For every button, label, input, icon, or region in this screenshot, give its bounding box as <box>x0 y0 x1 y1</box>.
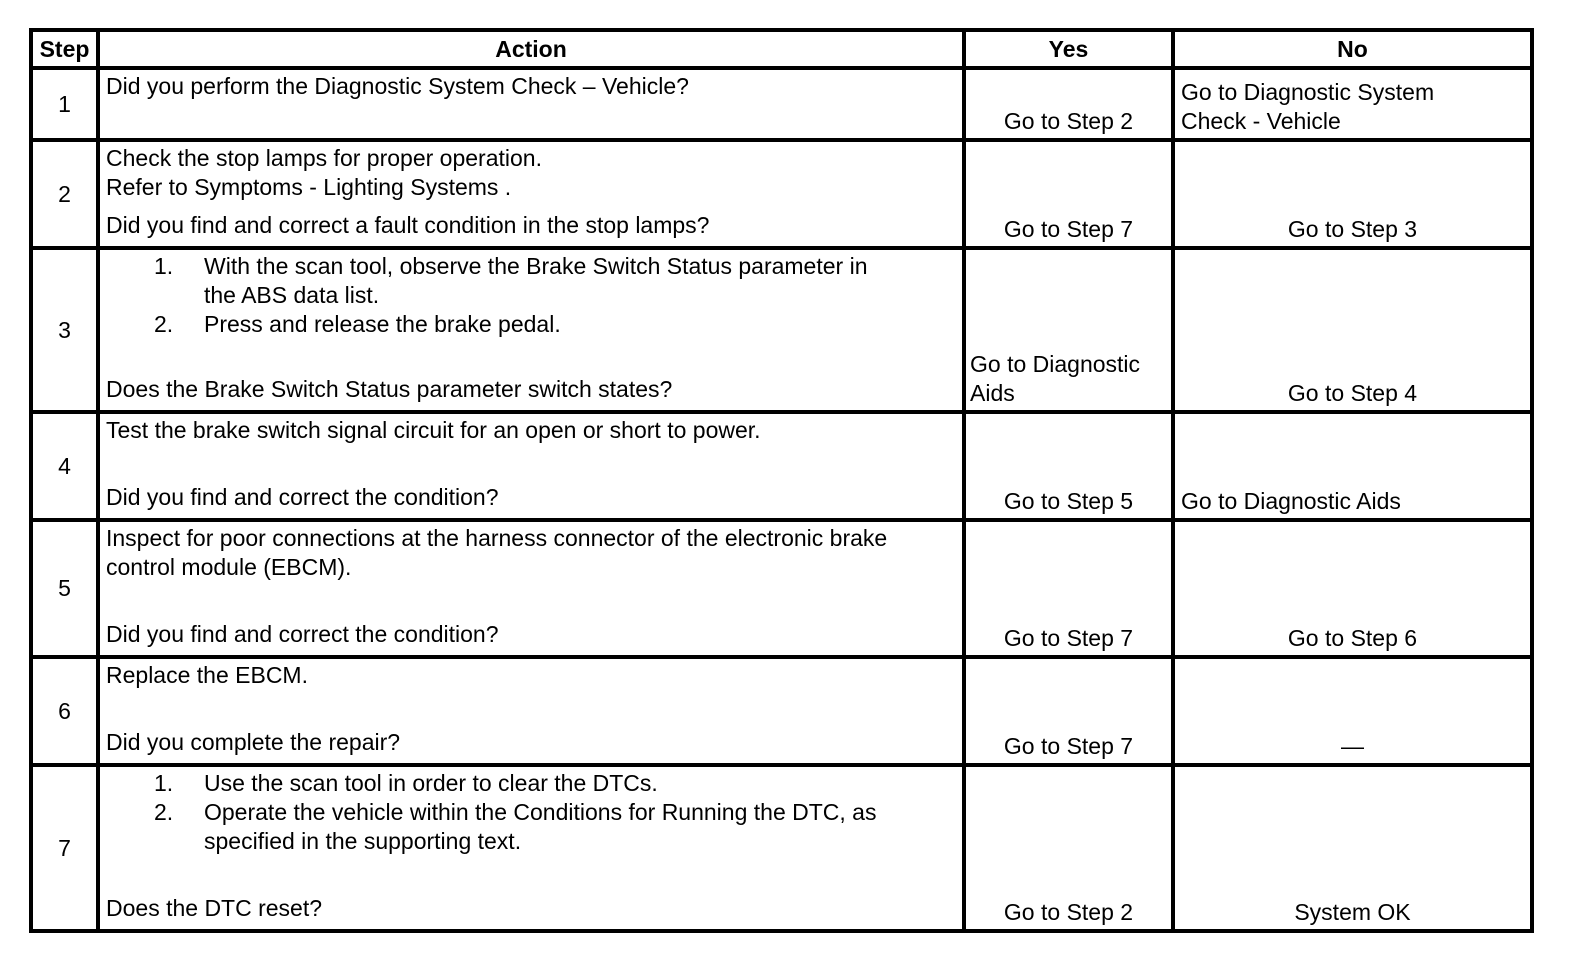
no-result: Go to Step 6 <box>1287 625 1418 651</box>
header-action: Action <box>98 30 964 68</box>
substep-list <box>106 769 956 856</box>
table-row <box>31 520 1532 657</box>
action-instruction: Refer to Symptoms - Lighting Systems . <box>106 174 512 200</box>
substep-number: 1. <box>154 253 174 279</box>
action-instruction: Check the stop lamps for proper operation. <box>106 145 542 171</box>
action-cell <box>98 248 964 412</box>
action-question: Does the Brake Switch Status parameter switch states? <box>106 376 673 402</box>
substep-number: 1. <box>154 770 174 796</box>
table-row <box>31 248 1532 412</box>
no-result-line1: Go to Diagnostic System <box>1181 79 1435 105</box>
step-number: 6 <box>31 657 98 765</box>
step-number: 3 <box>31 248 98 412</box>
yes-result-line1: Go to Diagnostic <box>970 351 1141 377</box>
action-question: Did you find and correct a fault condition in the stop lamps? <box>106 212 710 238</box>
no-result: Go to Step 3 <box>1287 216 1418 242</box>
no-cell <box>1173 68 1532 140</box>
yes-cell <box>964 657 1173 765</box>
action-cell <box>98 412 964 520</box>
action-instruction: Replace the EBCM. <box>106 662 308 688</box>
step-number: 7 <box>31 765 98 931</box>
no-result: Go to Diagnostic Aids <box>1181 488 1401 514</box>
no-result-line2: Check - Vehicle <box>1181 108 1341 134</box>
no-cell <box>1173 140 1532 248</box>
table-row <box>31 412 1532 520</box>
action-cell <box>98 140 964 248</box>
substep-text: With the scan tool, observe the Brake Switch Status parameter in <box>204 253 868 279</box>
yes-cell <box>964 412 1173 520</box>
action-cell <box>98 765 964 931</box>
substep-text: Operate the vehicle within the Conditions for Running the DTC, as <box>204 799 877 825</box>
header-step: Step <box>31 30 98 68</box>
table-row <box>31 765 1532 931</box>
diagnostic-table <box>29 28 1534 933</box>
action-instruction: Inspect for poor connections at the harness connector of the electronic brake <box>106 525 888 551</box>
table-row <box>31 140 1532 248</box>
step-number: 1 <box>31 68 98 140</box>
substep-text: specified in the supporting text. <box>204 828 522 854</box>
substep-item <box>106 310 956 339</box>
step-number: 5 <box>31 520 98 657</box>
no-cell <box>1173 248 1532 412</box>
yes-result: Go to Step 2 <box>1003 899 1134 925</box>
substep-text: the ABS data list. <box>204 282 380 308</box>
table-header-row <box>31 30 1532 68</box>
substep-item <box>106 798 956 856</box>
action-cell <box>98 520 964 657</box>
action-cell <box>98 657 964 765</box>
action-question: Did you perform the Diagnostic System Check – Vehicle? <box>106 73 689 99</box>
substep-item <box>106 252 956 310</box>
action-question: Did you find and correct the condition? <box>106 621 499 647</box>
substep-item <box>106 769 956 798</box>
substep-number: 2. <box>154 311 174 337</box>
no-cell <box>1173 657 1532 765</box>
action-cell <box>98 68 964 140</box>
substep-text: Press and release the brake pedal. <box>204 311 561 337</box>
table-row <box>31 657 1532 765</box>
yes-result: Go to Step 5 <box>1003 488 1134 514</box>
yes-result: Go to Step 2 <box>1003 108 1134 134</box>
yes-cell <box>964 765 1173 931</box>
no-result: Go to Step 4 <box>1287 380 1418 406</box>
header-yes: Yes <box>964 30 1173 68</box>
no-cell <box>1173 520 1532 657</box>
substep-text: Use the scan tool in order to clear the DTCs. <box>204 770 658 796</box>
action-question: Did you complete the repair? <box>106 729 401 755</box>
yes-cell <box>964 140 1173 248</box>
action-question: Does the DTC reset? <box>106 895 323 921</box>
no-result: System OK <box>1294 899 1411 925</box>
yes-cell <box>964 248 1173 412</box>
yes-result: Go to Step 7 <box>1003 733 1134 759</box>
yes-cell <box>964 68 1173 140</box>
no-cell <box>1173 765 1532 931</box>
no-result: — <box>1341 733 1364 759</box>
action-instruction: Test the brake switch signal circuit for an open or short to power. <box>106 417 761 443</box>
action-question: Did you find and correct the condition? <box>106 484 499 510</box>
yes-result: Go to Step 7 <box>1003 216 1134 242</box>
header-no: No <box>1173 30 1532 68</box>
table-row <box>31 68 1532 140</box>
yes-result: Go to Step 7 <box>1003 625 1134 651</box>
yes-cell <box>964 520 1173 657</box>
substep-list <box>106 252 956 339</box>
no-cell <box>1173 412 1532 520</box>
step-number: 2 <box>31 140 98 248</box>
action-instruction: control module (EBCM). <box>106 554 352 580</box>
substep-number: 2. <box>154 799 174 825</box>
step-number: 4 <box>31 412 98 520</box>
yes-result-line2: Aids <box>970 380 1015 406</box>
